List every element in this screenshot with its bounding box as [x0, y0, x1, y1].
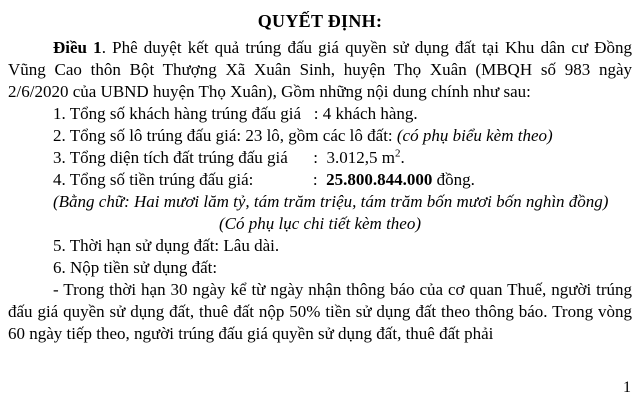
item-5-land-use-term: [8, 235, 632, 257]
text-run: 4. Tổng số tiền trúng đấu giá: :: [53, 170, 327, 189]
text-run: (Có phụ lục chi tiết kèm theo): [218, 214, 422, 233]
item-4-total-amount: [8, 169, 632, 191]
appendix-note: [8, 213, 632, 235]
payment-terms-paragraph: [8, 279, 632, 345]
text-run: 6. Nộp tiền sử dụng đất:: [53, 258, 218, 277]
text-run: - Trong thời hạn 30 ngày kể từ ngày nhận thông báo của cơ quan Thuế, người trúng đấu giá quyền sử dụng đất, thuê đất nộp 50% tiền sử dụng đất theo thông báo. Trong vòng 60 ngày tiếp theo, người trúng đấu giá quyền sử dụng đất, thuê đất phải: [8, 280, 632, 343]
item-3-total-area: [8, 147, 632, 169]
item-6-payment-heading: [8, 257, 632, 279]
text-run: (có phụ biểu kèm theo): [396, 126, 553, 145]
text-run: 5. Thời hạn sử dụng đất: Lâu dài.: [53, 236, 280, 255]
text-run: 25.800.844.000: [326, 170, 433, 189]
item-2-total-lots: [8, 125, 632, 147]
text-run: 3. Tổng diện tích đất trúng đấu giá : 3.012,5 m: [53, 148, 396, 167]
document-body: [8, 37, 632, 345]
item-1-total-customers: [8, 103, 632, 125]
text-run: .: [400, 148, 405, 167]
text-run: Điều 1: [53, 38, 102, 57]
text-run: 2: [395, 147, 401, 160]
document-title: QUYẾT ĐỊNH:: [257, 11, 383, 31]
text-run: (Bằng chữ: Hai mươi lăm tỷ, tám trăm triệu, tám trăm bốn mươi bốn nghìn đồng): [53, 192, 609, 211]
text-run: 1. Tổng số khách hàng trúng đấu giá : 4 khách hàng.: [53, 104, 418, 123]
text-run: đồng.: [432, 170, 475, 189]
text-run: . Phê duyệt kết quả trúng đấu giá quyền sử dụng đất tại Khu dân cư Đồng Vũng Cao thôn Bột Thượng Xã Xuân Sinh, huyện Thọ Xuân (MBQH số 983 ngày 2/6/2020 của UBND huyện Thọ Xuân), Gồm những nội dung chính như sau:: [8, 38, 633, 101]
page-number: 1: [623, 379, 631, 396]
amount-in-words: [8, 191, 632, 213]
article-1-paragraph: [8, 37, 632, 103]
text-run: 2. Tổng số lô trúng đấu giá: 23 lô, gồm các lô đất:: [53, 126, 397, 145]
